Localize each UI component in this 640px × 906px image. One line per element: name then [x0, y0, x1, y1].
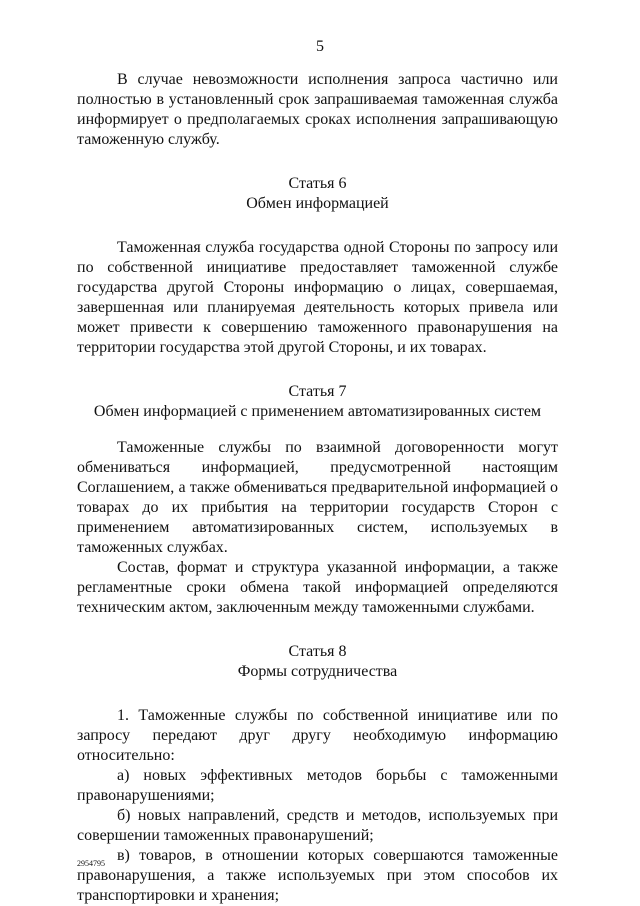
- article-6-number: Статья 6: [288, 175, 347, 192]
- page-number: 5: [316, 38, 324, 55]
- document-body: [77, 70, 558, 906]
- article-7-paragraph-1: Таможенные службы по взаимной договоренности могут обмениваться информацией, предусмотренной настоящим Соглашением, а также обмениваться предварительной информацией о товарах до их прибытия на территории государств Сторон с применением автоматизированных систем, используемых в таможенных службах.: [77, 439, 558, 556]
- article-8-number: Статья 8: [288, 643, 347, 660]
- document-code: 2954795: [77, 859, 105, 868]
- article-6-title: Обмен информацией: [246, 195, 389, 212]
- article-6-paragraph-1: Таможенная служба государства одной Стороны по запросу или по собственной инициативе предоставляет таможенной службе государства другой Стороны информацию о лицах, совершаемая, завершенная или планируемая деятельность которых привела или может привести к совершению таможенного правонарушения на территории государства этой другой Стороны, и их товарах.: [77, 239, 558, 356]
- article-8-item-c: в) товаров, в отношении которых совершаются таможенные правонарушения, а также используемых при этом способов их транспортировки и хранения;: [77, 847, 558, 904]
- intro-paragraph: В случае невозможности исполнения запроса частично или полностью в установленный срок запрашиваемая таможенная служба информирует о предполагаемых сроках исполнения запрашивающую таможенную службу.: [77, 71, 558, 148]
- article-7-number: Статья 7: [288, 383, 347, 400]
- article-8-item-b: б) новых направлений, средств и методов, используемых при совершении таможенных правонарушений;: [77, 807, 558, 844]
- article-8-title: Формы сотрудничества: [237, 663, 398, 680]
- article-7-paragraph-2: Состав, формат и структура указанной информации, а также регламентные сроки обмена такой информацией определяются техническим актом, заключенным между таможенными службами.: [77, 559, 558, 616]
- article-7-title: Обмен информацией с применением автоматизированных систем: [93, 403, 542, 420]
- article-8-paragraph-1: 1. Таможенные службы по собственной инициативе или по запросу передают друг другу необходимую информацию относительно:: [77, 707, 558, 764]
- article-8-item-a: а) новых эффективных методов борьбы с таможенными правонарушениями;: [77, 767, 558, 804]
